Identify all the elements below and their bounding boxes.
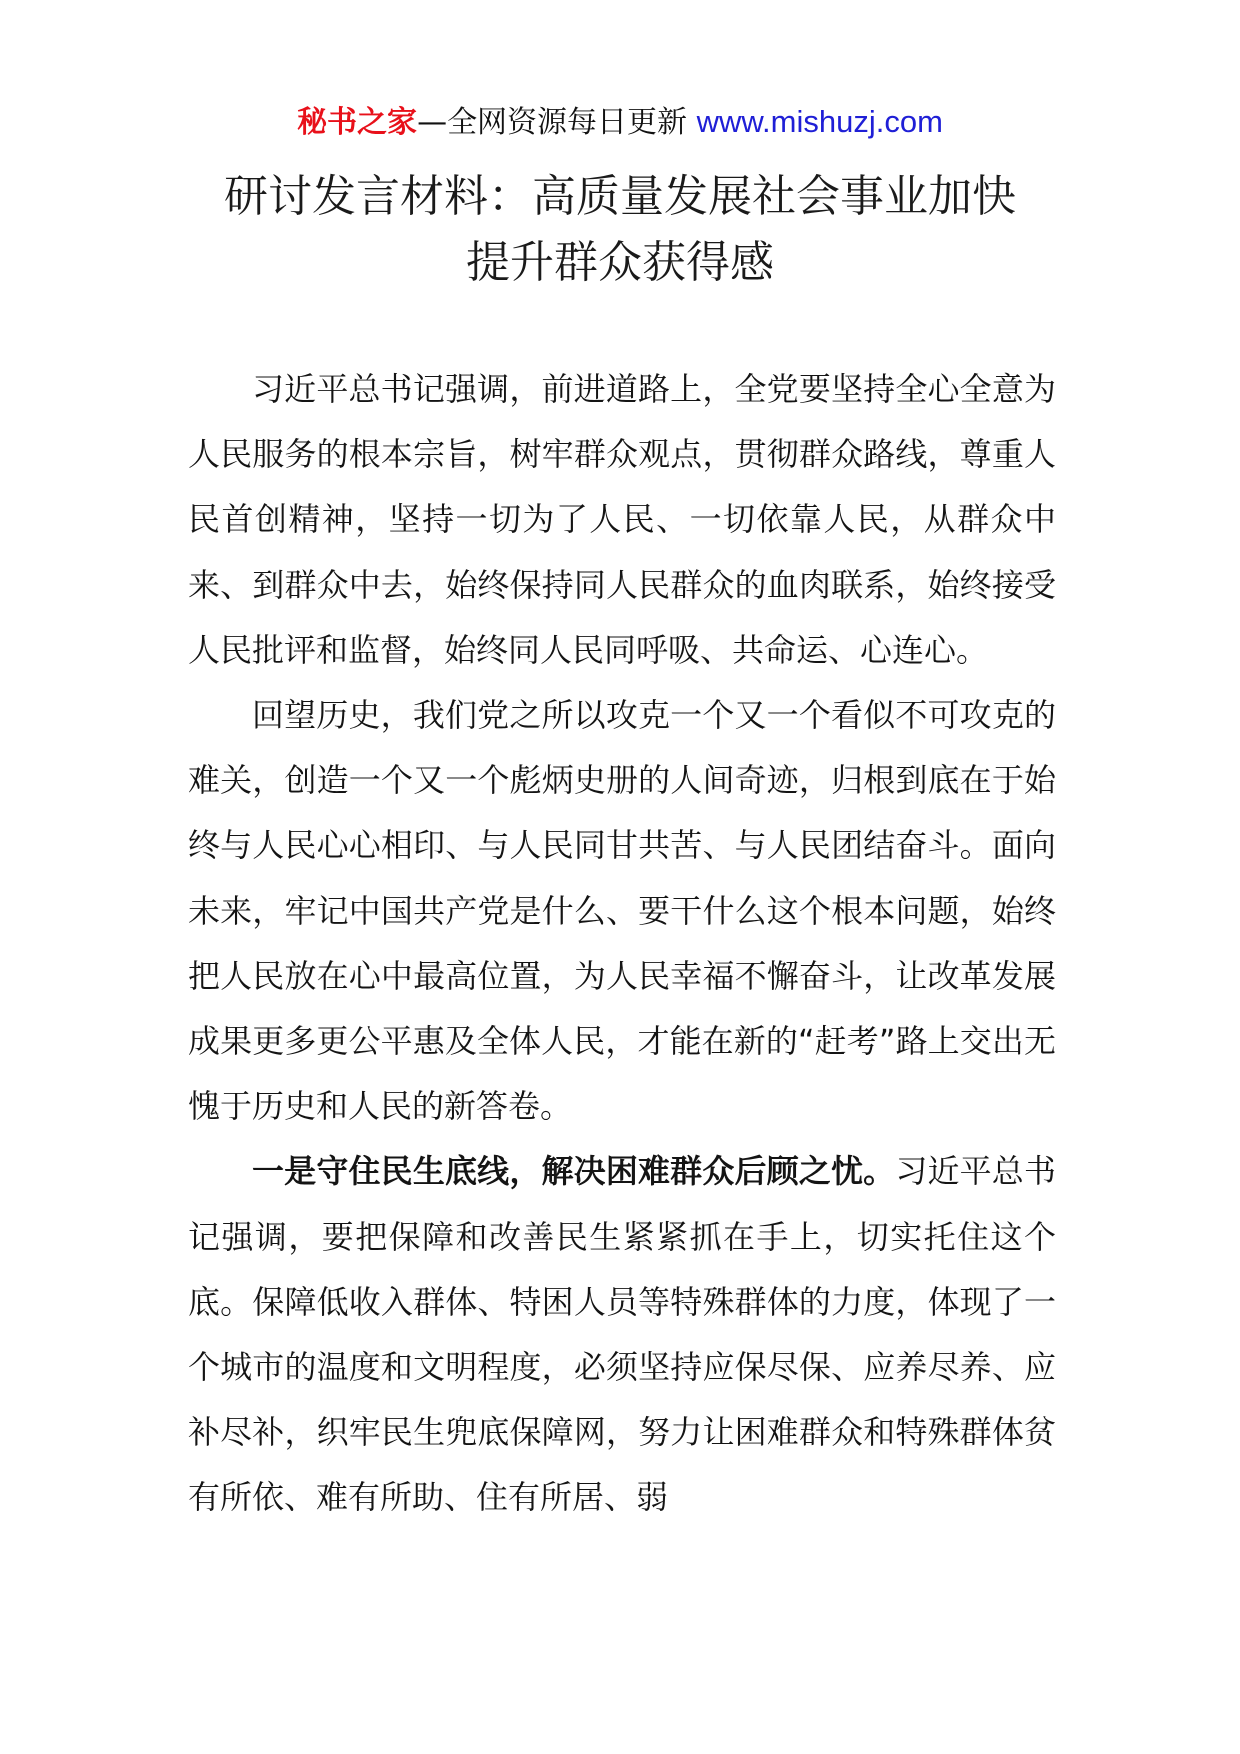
paragraph-lead: 一是守住民生底线，解决困难群众后顾之忧。 xyxy=(252,1152,896,1191)
brand-name: 秘书之家 xyxy=(297,105,418,140)
paragraph-text: 习近平总书记强调，要把保障和改善民生紧紧抓在手上，切实托住这个底。保障低收入群体、特困人员等特殊群体的力度，体现了一个城市的温度和文明程度，必须坚持应保尽保、应养尽养、应补尽补，织牢民生兜底保障网，努力让困难群众和特殊群体贫有所依、难有所助、住有所居、弱 xyxy=(188,1152,1056,1517)
header-tagline: —全网资源每日更新 xyxy=(417,105,697,140)
paragraph-text: 回望历史，我们党之所以攻克一个又一个看似不可攻克的难关，创造一个又一个彪炳史册的人间奇迹，归根到底在于始终与人民心心相印、与人民同甘共苦、与人民团结奋斗。面向未来，牢记中国共产党是什么、要干什么这个根本问题，始终把人民放在心中最高位置，为人民幸福不懈奋斗，让改革发展成果更多更公平惠及全体人民，才能在新的“赶考”路上交出无愧于历史和人民的新答卷。 xyxy=(188,696,1056,1126)
paragraph-1 xyxy=(188,357,1056,683)
site-url-link[interactable]: www.mishuzj.com xyxy=(696,104,943,139)
paragraph-text: 习近平总书记强调，前进道路上，全党要坚持全心全意为人民服务的根本宗旨，树牢群众观点，贯彻群众路线，尊重人民首创精神，坚持一切为了人民、一切依靠人民，从群众中来、到群众中去，始终保持同人民群众的血肉联系，始终接受人民批评和监督，始终同人民同呼吸、共命运、心连心。 xyxy=(188,370,1056,669)
title-line-1: 研讨发言材料：高质量发展社会事业加快 xyxy=(224,171,1016,222)
title-line-2: 提升群众获得感 xyxy=(466,237,774,288)
document-title xyxy=(160,164,1080,296)
document-body xyxy=(188,357,1056,1531)
paragraph-3 xyxy=(188,1139,1056,1530)
watermark-header xyxy=(0,102,1240,143)
paragraph-2 xyxy=(188,683,1056,1139)
